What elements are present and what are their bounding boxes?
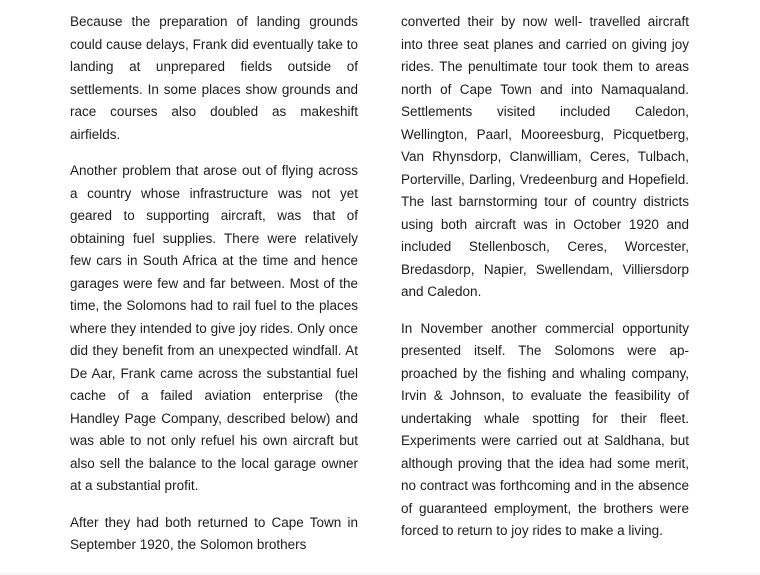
paragraph-landing-grounds: Because the preparation of landing grounds could cause delays, Frank did eventually take to landing at unprepared fields outside of settlements. In some places show grounds and race courses also doubled as makeshift airfields.: [70, 14, 358, 142]
paragraph-joy-ride-tours: converted their by now well- travelled aircraft into three seat planes and carried on giving joy rides. The penultimate tour took them to areas north of Cape Town and into Namaqualand. Settlements visited included Caledon, Wellington, Paarl, Mooreesburg, Picquetberg, Van Rhynsdorp, Clanwilliam, Ceres, Tulbach, Porterville, Darling, Vredeenburg and Hopefield. The last barnstorming tour of country districts using both aircraft was in October 1920 and included Stellenbosch, Ceres, Worcester, Bredasdorp, Napier, Swellendam, Villiersdorp and Caledon.: [401, 14, 689, 299]
paragraph-fuel-supplies: Another problem that arose out of flying across a country whose infrastructure was not yet geared to supporting aircraft, was that of obtaining fuel supplies. There were relatively few cars in South Africa at the time and hence garages were few and far between. Most of the time, the Solomons had to rail fuel to the places where they intended to give joy rides. Only once did they benefit from an unexpected windfall. At De Aar, Frank came across the substantial fuel cache of a failed aviation enterprise (the Handley Page Company, described below) and was able to not only refuel his own aircraft but also sell the balance to the local garage owner at a substantial profit.: [70, 163, 358, 493]
paragraph-whale-spotting: In November another commercial opportunity presented itself. The Solomons were approached by the fishing and whaling company, Irvin & Johnson, to evaluate the feasibility of undertaking whale spotting for their fleet. Experiments were carried out at Saldhana, but although proving that the idea had some merit, no contract was forthcoming and in the absence of guaranteed employment, the brothers were forced to return to joy rides to make a living.: [401, 320, 689, 538]
left-column: [70, 11, 358, 571]
page-bottom-edge: [0, 571, 760, 575]
paragraph-return-cape-town: After they had both returned to Cape Town in September 1920, the Solomon brothers: [70, 514, 358, 552]
right-column: [401, 11, 689, 557]
